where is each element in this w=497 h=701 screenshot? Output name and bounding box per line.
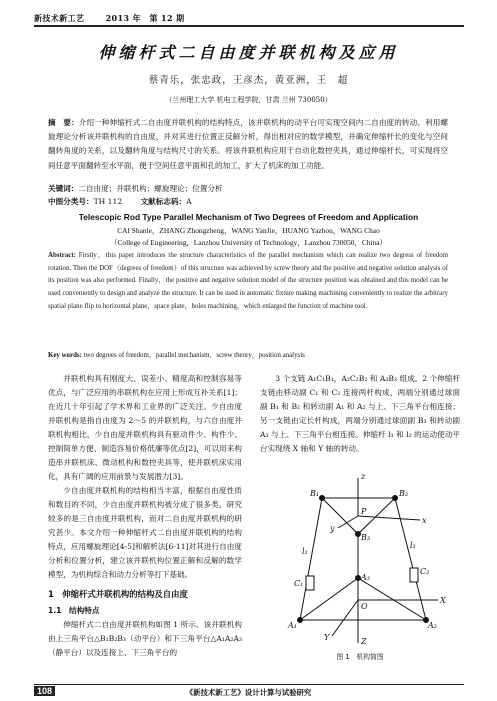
joint-A1 (298, 618, 303, 623)
paper-title: 伸缩杆式二自由度并联机构及应用 (98, 43, 399, 62)
english-keywords-label: Key words: (48, 352, 82, 359)
label-C1: C₁ (294, 579, 304, 588)
running-header (34, 13, 464, 24)
label-A2: A₂ (428, 621, 437, 630)
abstract-label: 摘 要： (48, 118, 79, 127)
paragraph: 并联机构具有刚度大、误差小、精度高和控制容易等优点，与广泛应用的串联机构在应用上形成互补关系[1]；在近几十年引起了学术界和工业界的广泛关注。少自由度并联机构是指自由度为 2～5 的并联机构，与六自由度并联机构相比，少自由度并联机构具有驱动件少、构件少、控制简单方便、制造容易价格低廉等优点[2]，可以用来构造串并联机床、微动机构和数控夹具等，使并联机床实用化，具有广阔的应用前景与发展潜力[3]。 (48, 374, 242, 481)
authors: 蔡青乐，张忠政，王彦杰，黄亚洲，王 超 (148, 75, 349, 86)
label-l2: l₂ (410, 541, 416, 550)
Y-axis (332, 600, 358, 636)
footer-journal: 《新技术新工艺》设计计算与试验研究 (185, 688, 312, 697)
journal-name: 新技术新工艺 (34, 13, 85, 23)
label-P: P (361, 507, 367, 516)
label-z: z (361, 472, 366, 481)
label-Y: Y (324, 633, 330, 642)
keywords-text: 二自由度；并联机构；螺旋理论；位置分析 (78, 184, 223, 193)
english-affiliation: （College of Engineering，Lanzhou University of Technology，Lanzhou 730050，China） (110, 238, 387, 247)
y-axis (338, 516, 358, 528)
joint-B1 (320, 496, 325, 501)
label-x: x (422, 516, 427, 525)
doc-code-value: A (186, 197, 192, 206)
label-X: X (440, 596, 446, 605)
affiliation: （兰州理工大学 机电工程学院，甘肃 兰州 730050） (165, 96, 332, 104)
paragraph: 伸缩杆式二自由度并联机构如图 1 所示。该并联机构由上三角平台△B₁B₂B₃（动平台）和下三角平台△A₁A₂A₃（静平台）以及连接上、下三角平台的 (48, 620, 242, 657)
figure-caption: 图 1 机构简图 (336, 653, 384, 661)
class-value: TH 112 (93, 197, 123, 206)
english-abstract-text: Firstly，this paper introduces the structure characteristics of the parallel mechanism which can realize two degress of freedom rotation. Then the DOF（degrees of freedom）of this structure was achieved by screw theory and the positive and negative solution analysis of its position was also performed. Finally，the positive and negative solution model of the structure position was obtained and this model can be used conveniently to design and analyze the structure. It can be used in automatic fixture making machining conveniently to realize the arbitrary spatial plane flip to horizontal plane，space plate，holes machining，which enlarged the function of machine tool. (48, 252, 448, 310)
label-B2: B₂ (399, 489, 409, 498)
paragraph: 少自由度并联机构的结构相当丰富，根据自由度性质和数目的不同，少自由度并联机构被分成了很多类，研究较多的是三自由度并联机构，而对二自由度并联机构的研究甚少。本文介绍一种伸缩杆式二自由度并联机构的结构特点，应用螺旋理论[4-5]和解析法[6-11]对其进行自由度分析和位置分析，建立该并联机构位置正解和反解的数学模型，为机构综合和动力分析等打下基础。 (48, 486, 242, 579)
joint-B2 (393, 496, 398, 501)
label-B3: B₃ (361, 533, 371, 542)
classification (48, 196, 448, 208)
prismatic-joint-2 (410, 568, 418, 582)
english-title: Telescopic Rod Type Parallel Mechanism of Two Degrees of Freedom and Application (78, 212, 419, 222)
abstract-text: 介绍一种伸缩杆式二自由度并联机构的结构特点，该并联机构的动平台可实现空间内二自由度的转动。利用螺旋理论分析该并联机构的自由度，并对其进行位置正反解分析，得出相对应的数学模型，并确定伸缩杆长的变化与空间翻转角度的关系，以及翻转角度与结构尺寸的关系。将该并联机构应用于自动化数控夹具，通过伸缩杆长，可实现将空间任意平面翻转至水平面，便于空间任意平面和孔的加工，扩大了机床的加工功能。 (48, 118, 448, 170)
label-Z: Z (361, 637, 367, 646)
doc-code-label: 文献标志码： (140, 197, 187, 206)
joint-A3 (356, 576, 361, 581)
section-heading: 1 伸缩杆式并联机构的结构及自由度 (48, 589, 188, 599)
abstract-cn (48, 116, 448, 173)
year-issue: 2013 年 第 12 期 (105, 13, 185, 23)
label-A1: A₁ (288, 621, 297, 630)
english-abstract (48, 250, 448, 314)
label-y: y (330, 524, 335, 533)
label-B1: B₁ (310, 489, 320, 498)
paragraph: 3 个支链 A₁C₁B₁，A₂C₂B₂ 和 A₃B₃ 组成。2 个伸缩杆支链由移动副 C₁ 和 C₂ 连接两杆构成，两端分别通过球面副 B₁ 和 B₂ 和转动副 A₁ 和 A₂ 与上、下三角平台相连接；另一支链由定长杆构成，两端分别通过球面副 B₃ 和转动副 A₃ 与上、下三角平台相连接。伸缩杆 l₁ 和 l₂ 的运动使动平台实现绕 X 轴和 Y 轴的转动。 (260, 374, 460, 453)
body-left-column (48, 372, 242, 660)
page-number: 108 (34, 686, 55, 696)
label-O: O (361, 602, 368, 611)
keywords-cn (48, 183, 448, 195)
subsection-heading: 1.1 结构特点 (48, 606, 100, 615)
label-C2: C₂ (420, 567, 430, 576)
leg-1 (300, 498, 322, 620)
english-authors: CAI Shanle，ZHANG Zhongzheng，WANG YanJie，HUANG Yazhou，WANG Chao (117, 226, 380, 235)
english-abstract-label: Abstract: (48, 252, 76, 259)
header-rule (34, 25, 464, 27)
body-right-column-top (260, 372, 460, 456)
x-axis (358, 516, 420, 520)
fixed-platform (300, 578, 426, 620)
mechanism-figure (260, 468, 460, 646)
english-keywords (48, 349, 448, 359)
joint-B3 (356, 532, 361, 537)
keywords-label: 关键词： (48, 184, 79, 193)
english-keywords-text: two degrees of freedom，parallel mechanism，screw theory，position analysis (83, 352, 305, 359)
class-label: 中图分类号： (48, 197, 94, 206)
prismatic-joint-1 (306, 576, 314, 590)
label-l1: l₁ (302, 547, 308, 556)
label-A3: A₃ (361, 573, 370, 582)
